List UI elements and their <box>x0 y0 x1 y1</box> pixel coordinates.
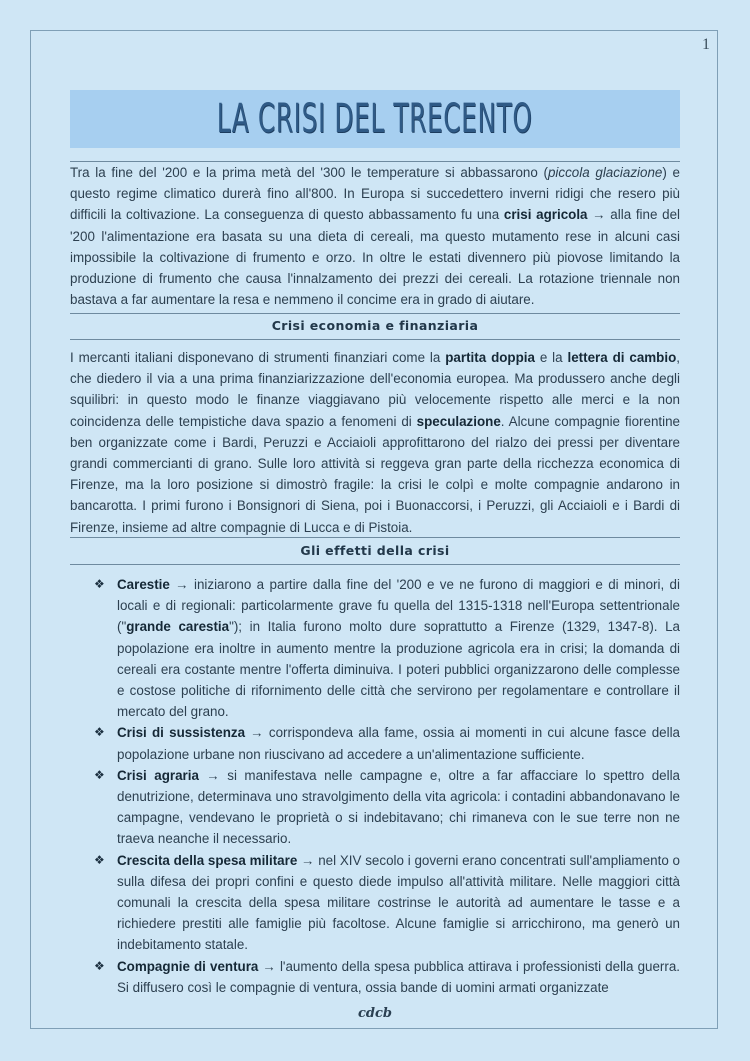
diamond-bullet-icon: ❖ <box>94 958 105 973</box>
divider <box>70 339 680 340</box>
list-item-spesa-militare: ❖ Crescita della spesa militare → nel XIV secolo i governi erano concentrati sull'ampliamento o sulla difesa dei propri confini e questo diede impulso all'attività militare. Nelle maggiori città comunali la crescita della spesa militare costrinse le autorità ad aumentare le tasse e a richiedere prestiti alle famiglie più facoltose. Alcune famiglie si arricchirono, ma generò un indebitamento statale. <box>94 850 680 956</box>
title-band <box>70 90 680 148</box>
list-item-crisi-agraria: ❖ Crisi agraria → si manifestava nelle campagne e, oltre a far affacciare lo spettro della denutrizione, determinava uno stravolgimento della vita agricola: i contadini abbandonavano le campagne, vendevano le proprietà o si indebitavano; chi rimaneva con le sue terre non ne traeva neanche il necessario. <box>94 765 680 850</box>
list-item-term: Crisi di sussistenza <box>117 725 246 741</box>
term-lettera-di-cambio: lettera di cambio <box>567 350 677 365</box>
page-title: LA CRISI DEL TRECENTO <box>217 96 533 142</box>
term-partita-doppia: partita doppia <box>445 350 535 365</box>
list-item-carestie: ❖ Carestie → iniziarono a partire dalla fine del '200 e ve ne furono di maggiori e di minori, di locali e di regionali: particolarmente grave fu quella del 1315-1318 nell'Europa settentrionale ("grande carestia"); in Italia furono molto dure soprattutto a Firenze (1329, 1347-8). La popolazione era inoltre in aumento mentre la produzione agricola era in crisi; la domanda di cereali era costante mentre l'offerta diminuiva. I poteri pubblici organizzarono delle complesse e costose politiche di rifornimento delle città che servirono per regolamentare e controllare il mercato del grano. <box>94 574 680 722</box>
list-item-compagnie-ventura: ❖ Compagnie di ventura → l'aumento della spesa pubblica attirava i professionisti della guerra. Si diffusero così le compagnie di ventura, ossia bande di uomini armati organizzate <box>94 956 680 998</box>
list-item-term: Crisi agraria <box>117 767 199 783</box>
section-heading-effetti-crisi: Gli effetti della crisi <box>300 543 450 558</box>
intro-paragraph: Tra la fine del '200 e la prima metà del '300 le temperature si abbassarono (piccola glaciazione) e questo regime climatico durerà fino all'800. In Europa si succedettero inverni ridigi che resero più difficili la coltivazione. La conseguenza di questo abbassamento fu una crisi agricola → alla fine del '200 l'alimentazione era basata su una dieta di cereali, ma questo mutamento rese in alcuni casi impossibile la coltivazione di frumento e orzo. In oltre le estati divennero più piovose limitando la produzione di frumento che causa l'innalzamento dei prezzi dei cereali. La rotazione triennale non bastava a far aumentare la resa e nemmeno il concime era in grado di aiutare. <box>70 165 681 308</box>
list-item-term: Compagnie di ventura <box>117 958 259 974</box>
economic-crisis-paragraph: I mercanti italiani disponevano di strumenti finanziari come la partita doppia e la lettera di cambio, che diedero il via a una prima finanziarizzazione dell'economia europea. Ma produssero anche degli squilibri: in questo modo le finanze viaggiavano più velocemente rispetto alle merci e la non coincidenza delle tempistiche dava spazio a fenomeni di speculazione. Alcune compagnie fiorentine ben organizzate come i Bardi, Peruzzi e Acciaioli approfittarono del rialzo dei pressi per diventare grandi commercianti di grano. Sulle loro attività si reggeva gran parte della ricchezza economica di Firenze, ma la loro posizione si dimostrò fragile: la crisi le colpì e molte compagnie andarono in bancarotta. I primi furono i Bonsignori di Siena, poi i Buonaccorsi, i Peruzzi, gli Acciaioli e i Bardi di Firenze, insieme ad altre compagnie di Lucca e di Pistoia. <box>70 350 680 535</box>
term-piccola-glaciazione: piccola glaciazione <box>547 165 663 180</box>
diamond-bullet-icon: ❖ <box>94 725 105 740</box>
term-crisi-agricola: crisi agricola <box>503 207 588 223</box>
section-heading-crisi-economia: Crisi economia e finanziaria <box>271 318 479 333</box>
list-item-term: Carestie <box>117 577 170 592</box>
term-grande-carestia: grande carestia <box>126 619 230 635</box>
divider <box>70 564 680 565</box>
list-item-term: Crescita della spesa militare <box>117 852 298 868</box>
divider <box>70 537 680 538</box>
diamond-bullet-icon: ❖ <box>94 852 105 867</box>
divider <box>70 313 680 314</box>
page-number: 1 <box>702 36 710 53</box>
effects-list <box>94 574 680 998</box>
footer-signature: cdcb <box>357 1006 392 1021</box>
term-speculazione: speculazione <box>416 413 501 429</box>
diamond-bullet-icon: ❖ <box>94 577 105 591</box>
diamond-bullet-icon: ❖ <box>94 767 105 782</box>
list-item-crisi-sussistenza: ❖ Crisi di sussistenza → corrispondeva alla fame, ossia ai momenti in cui alcune fasce della popolazione urbane non riuscivano ad accedere a un'alimentazione sufficiente. <box>94 722 680 764</box>
